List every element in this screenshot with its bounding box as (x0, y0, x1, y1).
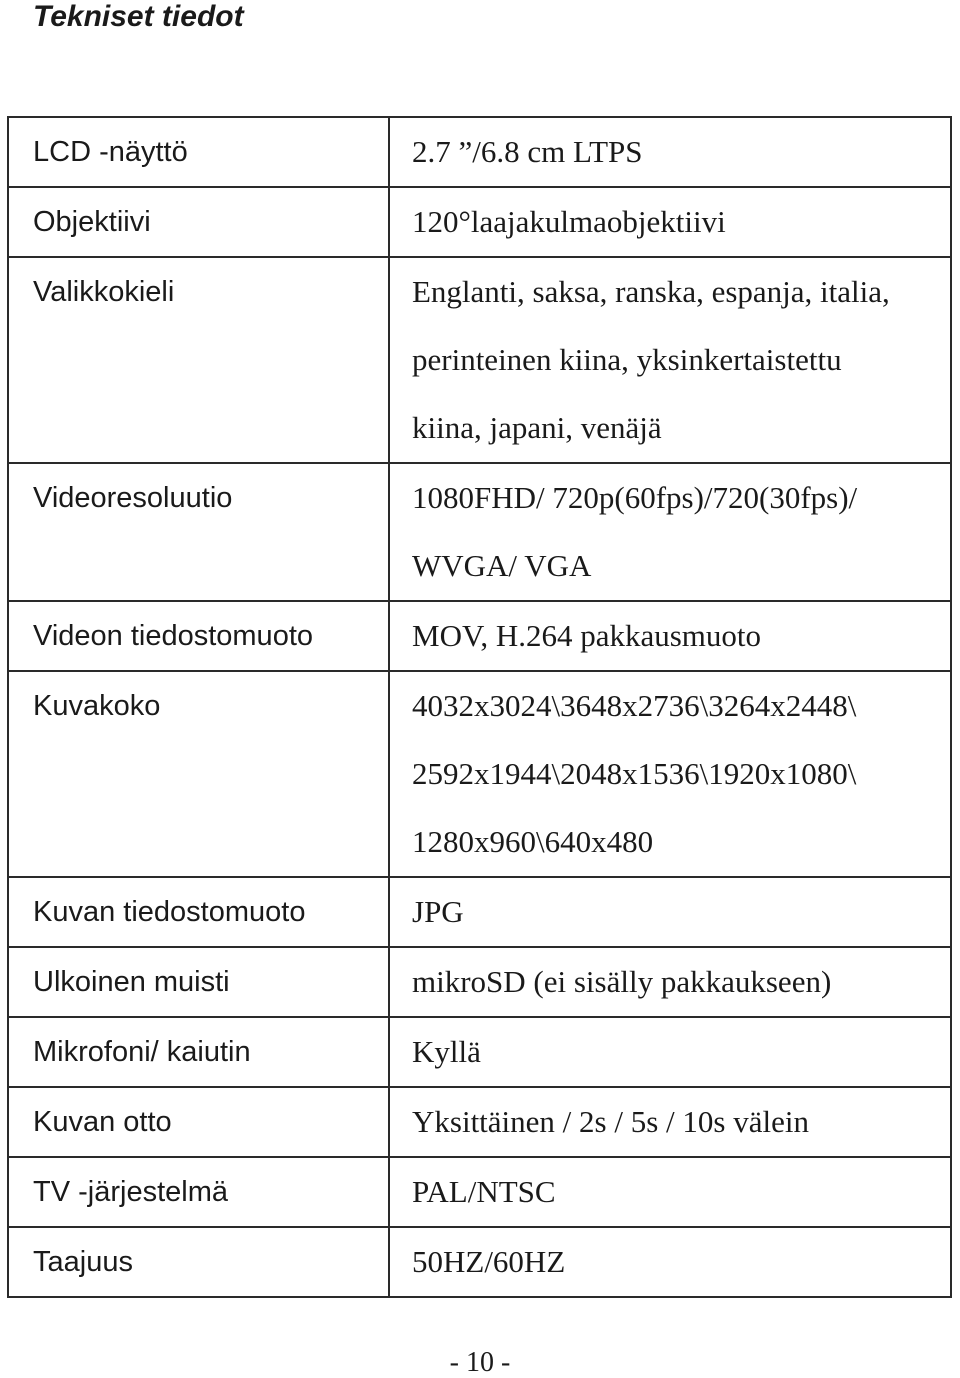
spec-value-line: mikroSD (ei sisälly pakkaukseen) (412, 964, 832, 999)
spec-value-line: 50HZ/60HZ (412, 1244, 566, 1279)
spec-value (389, 671, 951, 877)
spec-label: Kuvan otto (8, 1087, 389, 1157)
spec-value-line: perinteinen kiina, yksinkertaistettu (412, 342, 842, 377)
spec-value-line: 4032x3024\3648x2736\3264x2448\ (412, 688, 857, 723)
spec-value-line: Yksittäinen / 2s / 5s / 10s välein (412, 1104, 809, 1139)
spec-row (8, 947, 951, 1017)
spec-value-line: kiina, japani, venäjä (412, 410, 662, 445)
spec-row (8, 1227, 951, 1297)
spec-row (8, 463, 951, 601)
spec-label: Kuvakoko (8, 671, 389, 877)
spec-value (389, 1227, 951, 1297)
spec-label: Taajuus (8, 1227, 389, 1297)
spec-value-line: 2.7 ”/6.8 cm LTPS (412, 134, 643, 169)
spec-row (8, 1017, 951, 1087)
spec-value-line: 1080FHD/ 720p(60fps)/720(30fps)/ (412, 480, 858, 515)
spec-label: Videoresoluutio (8, 463, 389, 601)
spec-row (8, 601, 951, 671)
spec-row (8, 1087, 951, 1157)
page-number: - 10 - (449, 1347, 511, 1378)
spec-value (389, 1157, 951, 1227)
spec-row (8, 1157, 951, 1227)
spec-value-line: JPG (412, 894, 464, 929)
spec-label: Objektiivi (8, 187, 389, 257)
spec-value (389, 947, 951, 1017)
spec-label: TV -järjestelmä (8, 1157, 389, 1227)
spec-label: Mikrofoni/ kaiutin (8, 1017, 389, 1087)
spec-value-line: PAL/NTSC (412, 1174, 556, 1209)
spec-label: Ulkoinen muisti (8, 947, 389, 1017)
spec-value-line: MOV, H.264 pakkausmuoto (412, 618, 762, 653)
page-heading: Tekniset tiedot (33, 0, 244, 33)
spec-value-line: 120°laajakulmaobjektiivi (412, 204, 726, 239)
spec-row (8, 117, 951, 187)
spec-value (389, 877, 951, 947)
spec-value-line: 1280x960\640x480 (412, 824, 654, 859)
spec-value (389, 1017, 951, 1087)
spec-value-line: Kyllä (412, 1034, 481, 1069)
spec-table-body (8, 117, 951, 1297)
spec-row (8, 671, 951, 877)
spec-label: Valikkokieli (8, 257, 389, 463)
spec-value (389, 463, 951, 601)
spec-row (8, 877, 951, 947)
spec-row (8, 257, 951, 463)
spec-value-line: Englanti, saksa, ranska, espanja, italia, (412, 274, 890, 309)
spec-table (7, 116, 952, 1298)
spec-value (389, 117, 951, 187)
spec-value-line: 2592x1944\2048x1536\1920x1080\ (412, 756, 857, 791)
spec-value-line: WVGA/ VGA (412, 548, 592, 583)
spec-row (8, 187, 951, 257)
spec-value (389, 601, 951, 671)
spec-value (389, 257, 951, 463)
spec-label: LCD -näyttö (8, 117, 389, 187)
spec-value (389, 1087, 951, 1157)
spec-label: Kuvan tiedostomuoto (8, 877, 389, 947)
spec-label: Videon tiedostomuoto (8, 601, 389, 671)
spec-value (389, 187, 951, 257)
